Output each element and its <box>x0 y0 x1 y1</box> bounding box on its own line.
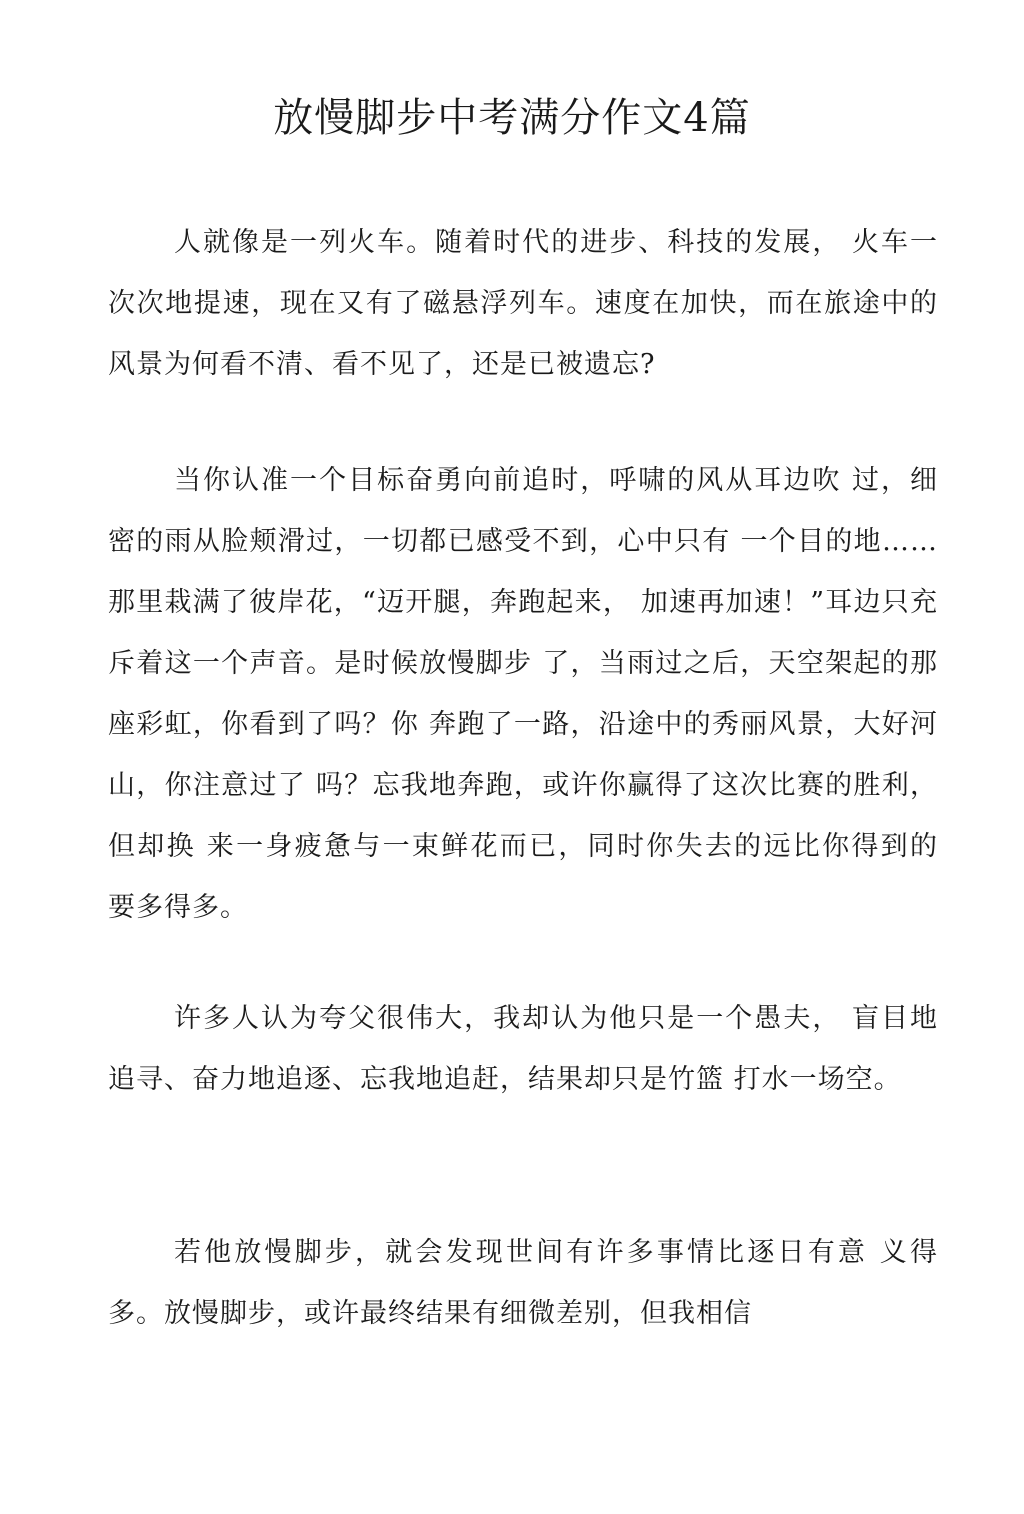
paragraph-4: 若他放慢脚步，就会发现世间有许多事情比逐日有意 义得多。放慢脚步，或许最终结果有细微差别，但我相信 <box>108 1237 938 1329</box>
paragraph-1: 人就像是一列火车。随着时代的进步、科技的发展， 火车一次次地提速，现在又有了磁悬浮列车。速度在加快，而在旅途中的风景为何看不清、看不见了，还是已被遗忘? <box>108 227 938 380</box>
paragraph-3: 许多人认为夸父很伟大，我却认为他只是一个愚夫， 盲目地追寻、奋力地追逐、忘我地追赶，结果却只是竹篮 打水一场空。 <box>108 1003 938 1095</box>
document-title: 放慢脚步中考满分作文4篇 <box>273 95 751 141</box>
paragraph-2: 当你认准一个目标奋勇向前追时，呼啸的风从耳边吹 过，细密的雨从脸颊滑过，一切都已感受不到，心中只有 一个目的地……那里栽满了彼岸花，“迈开腿，奔跑起来， 加速再加速！”耳边只充斥着这一个声音。是时候放慢脚步 了，当雨过之后，天空架起的那座彩虹，你看到了吗？你 奔跑了一路，沿途中的秀丽风景，大好河山，你注意过了 吗？忘我地奔跑，或许你赢得了这次比赛的胜利，但却换 来一身疲惫与一束鲜花而已，同时你失去的远比你得到的 要多得多。 <box>108 465 938 923</box>
